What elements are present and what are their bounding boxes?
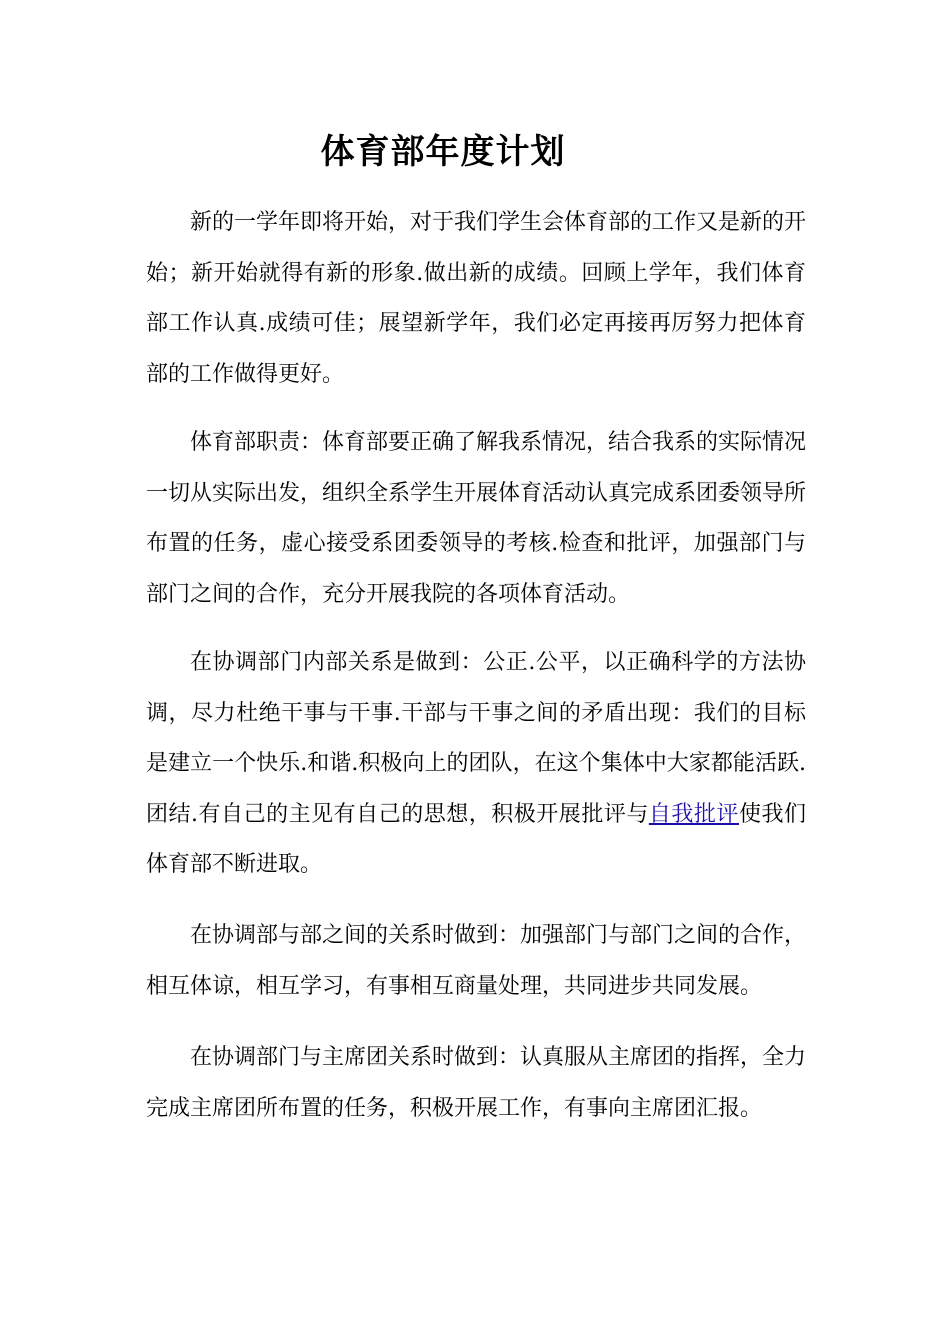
paragraph-intro: 新的一学年即将开始，对于我们学生会体育部的工作又是新的开始；新开始就得有新的形象.做出新的成绩。回顾上学年，我们体育部工作认真.成绩可佳；展望新学年，我们必定再接再厉努力把体育部的工作做得更好。 <box>146 210 807 387</box>
paragraph-duties: 体育部职责：体育部要正确了解我系情况，结合我系的实际情况一切从实际出发，组织全系学生开展体育活动认真完成系团委领导所布置的任务，虚心接受系团委领导的考核.检查和批评，加强部门与部门之间的合作，充分开展我院的各项体育活动。 <box>146 430 807 607</box>
self-criticism-link[interactable]: 自我批评 <box>648 801 739 827</box>
paragraph-presidium-relations: 在协调部门与主席团关系时做到：认真服从主席团的指挥，全力完成主席团所布置的任务，积极开展工作，有事向主席团汇报。 <box>146 1045 807 1121</box>
document-title: 体育部年度计划 <box>320 132 566 172</box>
paragraph-internal-relations <box>146 638 806 891</box>
paragraph-text-before-link: 在协调部门内部关系是做到：公正.公平，以正确科学的方法协调，尽力杜绝干事与干事.干部与干事之间的矛盾出现：我们的目标是建立一个快乐.和谐.积极向上的团队，在这个集体中大家都能活跃.团结.有自己的主见有自己的思想，积极开展批评与 <box>146 650 806 827</box>
paragraph-department-relations: 在协调部与部之间的关系时做到：加强部门与部门之间的合作，相互体谅，相互学习，有事相互商量处理，共同进步共同发展。 <box>146 923 807 999</box>
paragraph-text-after-link: 使我们体育部不断进取。 <box>146 801 806 877</box>
